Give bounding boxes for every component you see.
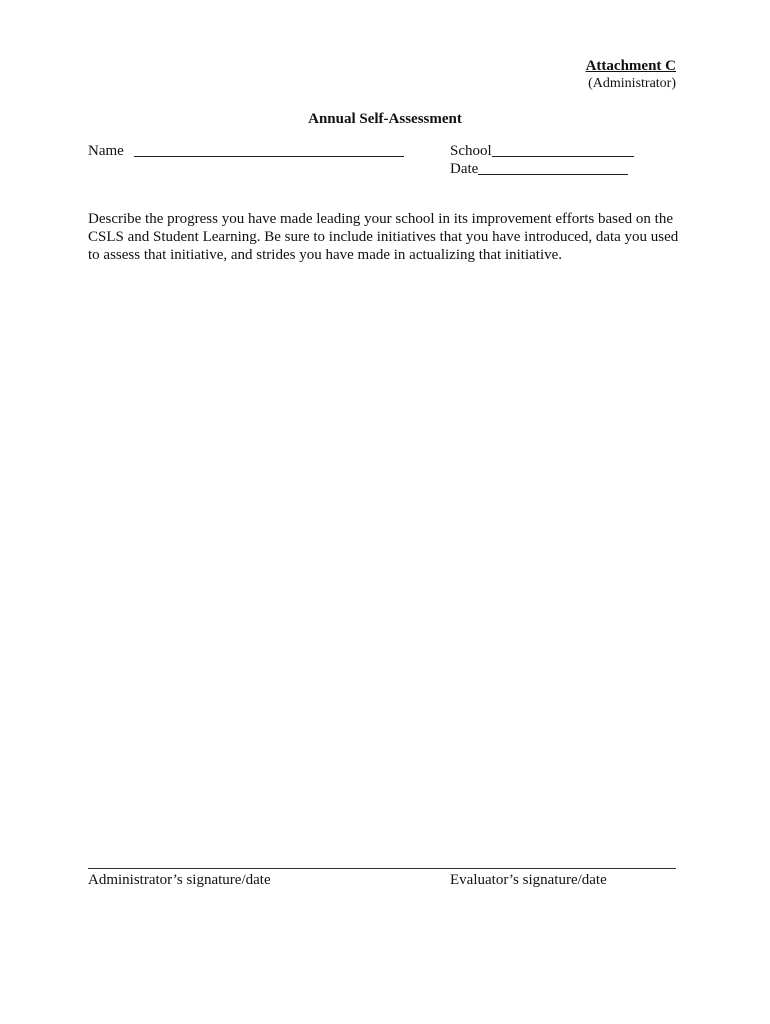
attachment-role: (Administrator)	[588, 76, 676, 91]
name-input-line[interactable]	[134, 142, 404, 157]
date-label: Date	[450, 161, 479, 177]
signature-line	[88, 868, 676, 869]
instructions-text: Describe the progress you have made leading your school in its improvement efforts based on the CSLS and Student Learning. Be sure to include initiatives that you have introduced, data you used to assess that initiative, and strides you have made in actualizing that initiative.	[88, 211, 679, 263]
administrator-signature-label: Administrator’s signature/date	[88, 872, 271, 888]
name-field	[88, 142, 404, 160]
page-title: Annual Self-Assessment	[308, 111, 462, 127]
date-field	[450, 160, 628, 178]
evaluator-signature-label: Evaluator’s signature/date	[450, 872, 607, 888]
school-label: School	[450, 143, 492, 159]
date-input-line[interactable]	[478, 160, 628, 175]
school-field	[450, 142, 634, 160]
school-input-line[interactable]	[492, 142, 634, 157]
name-label: Name	[88, 143, 124, 159]
attachment-title: Attachment C	[585, 58, 676, 74]
